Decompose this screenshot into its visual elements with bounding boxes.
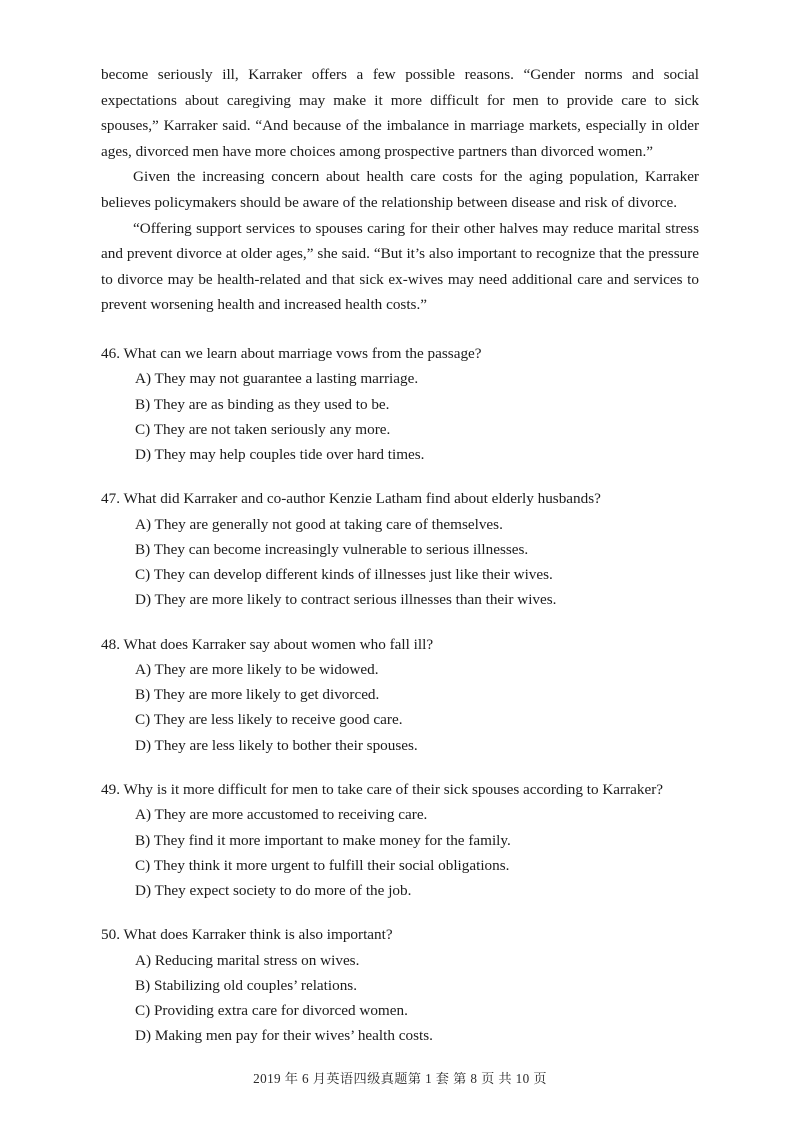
question-block-48 xyxy=(101,632,699,758)
question-49-option-c[interactable]: C) They think it more urgent to fulfill their social obligations. xyxy=(135,856,510,874)
question-49-option-a[interactable]: A) They are more accustomed to receiving care. xyxy=(135,806,428,824)
question-48-option-a[interactable]: A) They are more likely to be widowed. xyxy=(135,661,379,679)
question-50-option-a[interactable]: A) Reducing marital stress on wives. xyxy=(135,951,360,969)
question-49-option-d[interactable]: D) They expect society to do more of the job. xyxy=(135,881,412,899)
question-block-47 xyxy=(101,486,699,612)
question-46-option-d[interactable]: D) They may help couples tide over hard times. xyxy=(135,446,425,464)
passage-paragraph-3: “Offering support services to spouses caring for their other halves may reduce marital stress and prevent divorce at older ages,” she said. “But it’s also important to recognize that the pressure to divorce may be health-related and that sick ex-wives may need additional care and services to prevent worsening health and increased health costs.” xyxy=(101,219,699,314)
question-47-option-a[interactable]: A) They are generally not good at taking care of themselves. xyxy=(135,515,503,533)
question-stem-49: 49. Why is it more difficult for men to take care of their sick spouses according to Karraker? xyxy=(101,780,664,798)
question-50-option-d[interactable]: D) Making men pay for their wives’ health costs. xyxy=(135,1027,433,1045)
question-stem-48: 48. What does Karraker say about women who fall ill? xyxy=(101,635,434,653)
question-stem-50: 50. What does Karraker think is also important? xyxy=(101,926,393,944)
passage-paragraph-1: become seriously ill, Karraker offers a few possible reasons. “Gender norms and social expectations about caregiving may make it more difficult for men to provide care to sick spouses,” Karraker said. “And because of the imbalance in marriage markets, especially in older ages, divorced men have more choices among prospective partners than divorced women.” xyxy=(101,66,699,160)
question-block-49 xyxy=(101,777,699,903)
question-46-option-a[interactable]: A) They may not guarantee a lasting marriage. xyxy=(135,370,419,388)
question-48-option-b[interactable]: B) They are more likely to get divorced. xyxy=(135,686,380,704)
question-49-option-b[interactable]: B) They find it more important to make money for the family. xyxy=(135,831,511,849)
question-50-option-c[interactable]: C) Providing extra care for divorced women. xyxy=(135,1002,408,1020)
question-46-option-b[interactable]: B) They are as binding as they used to be. xyxy=(135,395,390,413)
question-47-option-d[interactable]: D) They are more likely to contract serious illnesses than their wives. xyxy=(135,591,557,609)
question-block-50 xyxy=(101,922,699,1048)
question-47-option-c[interactable]: C) They can develop different kinds of illnesses just like their wives. xyxy=(135,566,553,584)
page-footer: 2019 年 6 月英语四级真题第 1 套 第 8 页 共 10 页 xyxy=(253,1071,547,1086)
passage-paragraph-2: Given the increasing concern about health care costs for the aging population, Karraker believes policymakers should be aware of the relationship between disease and risk of divorce. xyxy=(101,168,699,211)
question-48-option-d[interactable]: D) They are less likely to bother their spouses. xyxy=(135,736,418,754)
question-stem-46: 46. What can we learn about marriage vows from the passage? xyxy=(101,344,482,362)
question-46-option-c[interactable]: C) They are not taken seriously any more. xyxy=(135,420,391,438)
question-50-option-b[interactable]: B) Stabilizing old couples’ relations. xyxy=(135,976,358,994)
question-48-option-c[interactable]: C) They are less likely to receive good care. xyxy=(135,711,403,729)
question-block-46 xyxy=(101,341,699,467)
question-47-option-b[interactable]: B) They can become increasingly vulnerable to serious illnesses. xyxy=(135,540,529,558)
page-content xyxy=(101,62,699,1049)
question-stem-47: 47. What did Karraker and co-author Kenzie Latham find about elderly husbands? xyxy=(101,490,601,508)
